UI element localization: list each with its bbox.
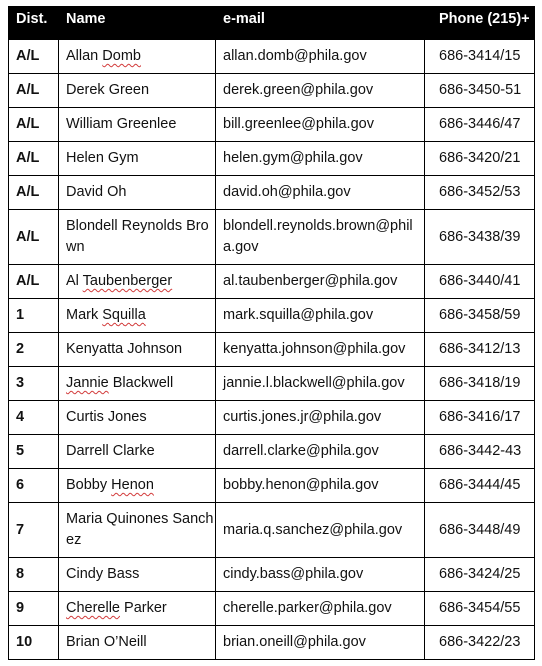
email-cell: kenyatta.johnson@phila.gov bbox=[216, 333, 425, 367]
name-cell: Blondell Reynolds Brown bbox=[59, 210, 216, 265]
table-row bbox=[9, 435, 535, 469]
name-cell: Cindy Bass bbox=[59, 558, 216, 592]
email-cell: cindy.bass@phila.gov bbox=[216, 558, 425, 592]
email-cell: helen.gym@phila.gov bbox=[216, 142, 425, 176]
phone-cell: 686-3458/59 bbox=[425, 299, 535, 333]
table-row bbox=[9, 469, 535, 503]
phone-cell: 686-3414/15 bbox=[425, 40, 535, 74]
table-row bbox=[9, 401, 535, 435]
name-cell: Bobby Henon bbox=[59, 469, 216, 503]
phone-cell: 686-3420/21 bbox=[425, 142, 535, 176]
table-row bbox=[9, 142, 535, 176]
district-cell: A/L bbox=[9, 40, 59, 74]
table-row bbox=[9, 367, 535, 401]
email-cell: blondell.reynolds.brown@phila.gov bbox=[216, 210, 425, 265]
district-cell: 8 bbox=[9, 558, 59, 592]
table-row bbox=[9, 503, 535, 558]
phone-cell: 686-3442-43 bbox=[425, 435, 535, 469]
email-cell: cherelle.parker@phila.gov bbox=[216, 592, 425, 626]
phone-cell: 686-3452/53 bbox=[425, 176, 535, 210]
email-cell: curtis.jones.jr@phila.gov bbox=[216, 401, 425, 435]
table-row bbox=[9, 108, 535, 142]
name-cell: David Oh bbox=[59, 176, 216, 210]
name-cell: Maria Quinones Sanchez bbox=[59, 503, 216, 558]
phone-cell: 686-3444/45 bbox=[425, 469, 535, 503]
district-cell: 9 bbox=[9, 592, 59, 626]
name-cell: Al Taubenberger bbox=[59, 265, 216, 299]
email-cell: david.oh@phila.gov bbox=[216, 176, 425, 210]
district-cell: 2 bbox=[9, 333, 59, 367]
name-cell: Brian O’Neill bbox=[59, 626, 216, 660]
name-cell: Curtis Jones bbox=[59, 401, 216, 435]
email-cell: darrell.clarke@phila.gov bbox=[216, 435, 425, 469]
table-header-row bbox=[9, 7, 535, 40]
district-cell: 10 bbox=[9, 626, 59, 660]
table-row bbox=[9, 210, 535, 265]
district-cell: 7 bbox=[9, 503, 59, 558]
email-cell: mark.squilla@phila.gov bbox=[216, 299, 425, 333]
district-cell: A/L bbox=[9, 210, 59, 265]
table-row bbox=[9, 176, 535, 210]
district-cell: 6 bbox=[9, 469, 59, 503]
name-cell: Mark Squilla bbox=[59, 299, 216, 333]
district-cell: 4 bbox=[9, 401, 59, 435]
table-row bbox=[9, 626, 535, 660]
phone-cell: 686-3448/49 bbox=[425, 503, 535, 558]
phone-cell: 686-3422/23 bbox=[425, 626, 535, 660]
phone-cell: 686-3438/39 bbox=[425, 210, 535, 265]
email-cell: derek.green@phila.gov bbox=[216, 74, 425, 108]
header-phone: Phone (215)+ bbox=[425, 7, 535, 40]
name-cell: William Greenlee bbox=[59, 108, 216, 142]
phone-cell: 686-3418/19 bbox=[425, 367, 535, 401]
district-cell: 3 bbox=[9, 367, 59, 401]
name-cell: Darrell Clarke bbox=[59, 435, 216, 469]
email-cell: maria.q.sanchez@phila.gov bbox=[216, 503, 425, 558]
district-cell: A/L bbox=[9, 176, 59, 210]
email-cell: brian.oneill@phila.gov bbox=[216, 626, 425, 660]
district-cell: A/L bbox=[9, 74, 59, 108]
name-cell: Derek Green bbox=[59, 74, 216, 108]
district-cell: A/L bbox=[9, 108, 59, 142]
phone-cell: 686-3454/55 bbox=[425, 592, 535, 626]
header-dist: Dist. bbox=[9, 7, 59, 40]
header-email: e-mail bbox=[216, 7, 425, 40]
table-row bbox=[9, 299, 535, 333]
header-name: Name bbox=[59, 7, 216, 40]
district-cell: A/L bbox=[9, 265, 59, 299]
phone-cell: 686-3424/25 bbox=[425, 558, 535, 592]
email-cell: al.taubenberger@phila.gov bbox=[216, 265, 425, 299]
table-row bbox=[9, 74, 535, 108]
email-cell: bobby.henon@phila.gov bbox=[216, 469, 425, 503]
table-row bbox=[9, 333, 535, 367]
district-cell: A/L bbox=[9, 142, 59, 176]
table-row bbox=[9, 40, 535, 74]
phone-cell: 686-3450-51 bbox=[425, 74, 535, 108]
name-cell: Helen Gym bbox=[59, 142, 216, 176]
council-directory-table bbox=[8, 6, 535, 660]
email-cell: allan.domb@phila.gov bbox=[216, 40, 425, 74]
phone-cell: 686-3412/13 bbox=[425, 333, 535, 367]
name-cell: Kenyatta Johnson bbox=[59, 333, 216, 367]
phone-cell: 686-3446/47 bbox=[425, 108, 535, 142]
district-cell: 1 bbox=[9, 299, 59, 333]
email-cell: jannie.l.blackwell@phila.gov bbox=[216, 367, 425, 401]
phone-cell: 686-3416/17 bbox=[425, 401, 535, 435]
table-row bbox=[9, 265, 535, 299]
phone-cell: 686-3440/41 bbox=[425, 265, 535, 299]
name-cell: Cherelle Parker bbox=[59, 592, 216, 626]
table-row bbox=[9, 592, 535, 626]
name-cell: Allan Domb bbox=[59, 40, 216, 74]
name-cell: Jannie Blackwell bbox=[59, 367, 216, 401]
email-cell: bill.greenlee@phila.gov bbox=[216, 108, 425, 142]
district-cell: 5 bbox=[9, 435, 59, 469]
table-row bbox=[9, 558, 535, 592]
